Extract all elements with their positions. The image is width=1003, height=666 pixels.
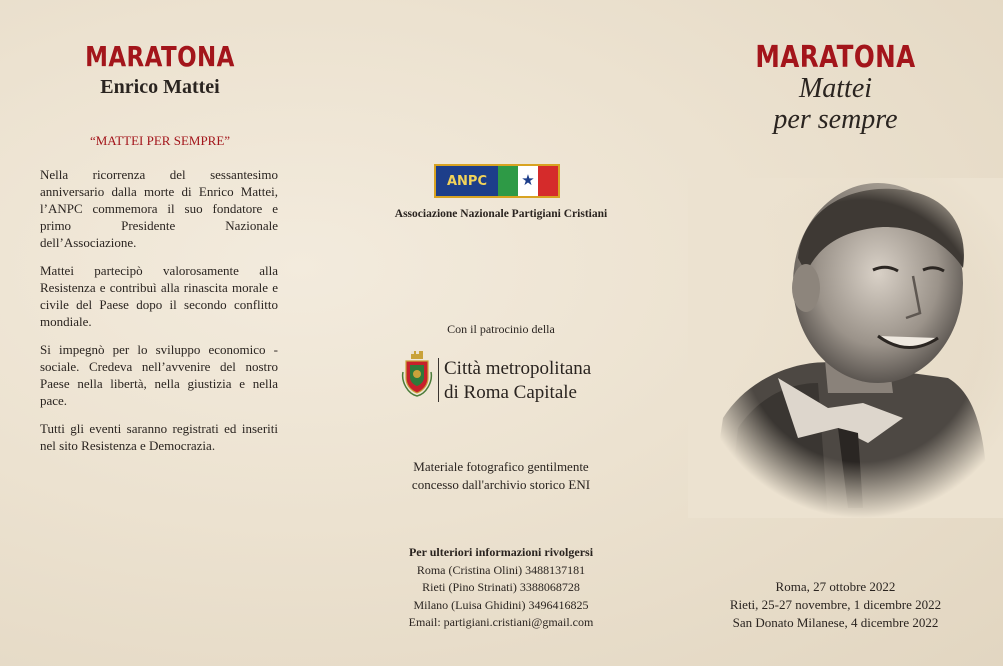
event-date-line: Rieti, 25-27 novembre, 1 dicembre 2022 — [729, 597, 942, 612]
event-date-line: San Donato Milanese, 4 dicembre 2022 — [732, 615, 939, 630]
left-subtitle: Enrico Mattei — [100, 76, 220, 98]
contact-info — [334, 544, 668, 632]
city-name-line1: Città metropolitana — [444, 358, 592, 379]
portrait-photo — [688, 178, 1003, 518]
italian-flag-icon — [498, 166, 558, 196]
left-quote-heading: “MATTEI PER SEMPRE” — [89, 133, 231, 148]
star-icon: ★ — [521, 173, 535, 189]
anpc-flag-logo — [434, 164, 560, 198]
paragraph: Nella ricorrenza del sessantesimo anniversario dalla morte di Enrico Mattei, l’ANPC commemora il suo fondatore e primo Presidente Nazionale dell’Associazione. — [40, 167, 278, 250]
paragraph: Mattei partecipò valorosamente alla Resistenza e contribuì alla rinascita morale e civile del Paese dopo il secondo conflitto mondiale. — [40, 263, 278, 329]
event-dates — [668, 578, 1003, 632]
patronage-text: Con il patrocinio della — [447, 322, 555, 336]
right-subtitle-line1: Mattei — [798, 73, 873, 104]
contact-line: Rieti (Pino Strinati) 3388068728 — [422, 580, 580, 594]
event-date-line: Roma, 27 ottobre 2022 — [775, 579, 896, 594]
left-panel — [0, 0, 334, 666]
contact-line: Milano (Luisa Ghidini) 3496416825 — [413, 597, 589, 612]
paragraph: Si impegnò per lo sviluppo economico -sociale. Credeva nell’avvenire del nostro Paese nella libertà, nella giustizia e nella pace. — [40, 342, 278, 408]
middle-panel — [334, 0, 668, 666]
city-name-line2: di Roma Capitale — [444, 382, 577, 403]
left-body-text — [40, 166, 278, 465]
photo-credit-line2: concesso dall'archivio storico ENI — [411, 477, 591, 492]
contact-title: Per ulteriori informazioni rivolgersi — [408, 545, 594, 559]
right-panel — [668, 0, 1003, 666]
right-subtitle-line2: per sempre — [773, 104, 898, 135]
roma-capitale-crest-icon — [400, 350, 434, 398]
contact-email[interactable]: Email: partigiani.cristiani@gmail.com — [408, 615, 594, 629]
crest-divider — [438, 358, 439, 402]
left-brand-title: MARATONA — [85, 40, 235, 73]
association-name: Associazione Nazionale Partigiani Cristiani — [394, 208, 608, 220]
anpc-logo-text: ANPC — [436, 166, 498, 196]
photo-credit-line1: Materiale fotografico gentilmente — [413, 459, 589, 474]
paragraph: Tutti gli eventi saranno registrati ed inseriti nel sito Resistenza e Democrazia. — [40, 421, 278, 453]
contact-line: Roma (Cristina Olini) 3488137181 — [416, 562, 586, 577]
right-brand-title: MARATONA — [755, 40, 916, 75]
